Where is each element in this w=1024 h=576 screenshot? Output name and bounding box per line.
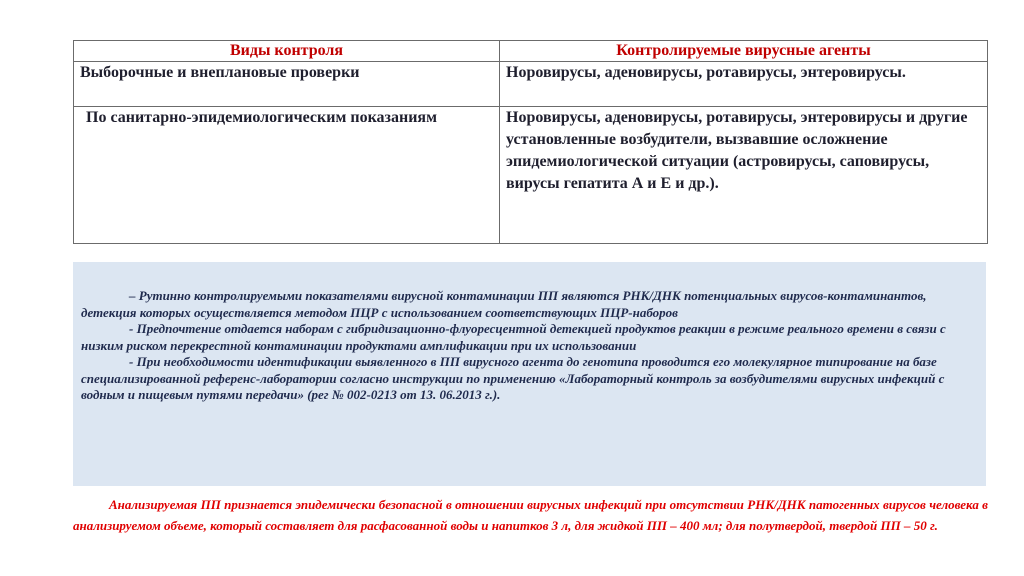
- table-row: [74, 62, 988, 107]
- info-paragraph-routine: – Рутинно контролируемыми показателями вирусной контаминации ПП являются РНК/ДНК потенциальных вирусов-контаминантов, детекция которых осуществляется методом ПЦР с использованием соответствующих ПЦР-наборов: [81, 288, 927, 320]
- safety-note: Анализируемая ПП признается эпидемически безопасной в отношении вирусных инфекций при отсутствии РНК/ДНК патогенных вирусов человека в анализируемом объеме, который составляет для расфасованной воды и напитков 3 л, для жидкой ПП – 400 мл; для полутвердой, твердой ПП – 50 г.: [73, 497, 988, 533]
- table-row: [74, 107, 988, 244]
- cell-virus-agents: Норовирусы, аденовирусы, ротавирусы, энтеровирусы и другие установленные возбудители, вызвавшие осложнение эпидемиологической ситуации (астровирусы, саповирусы, вирусы гепатита А и Е и др.).: [500, 107, 988, 244]
- cell-control-type: Выборочные и внеплановые проверки: [74, 62, 500, 107]
- header-virus-agents: Контролируемые вирусные агенты: [500, 41, 988, 62]
- info-paragraph-preference: - Предпочтение отдается наборам с гибридизационно-флуоресцентной детекцией продуктов реакции в режиме реального времени в связи с низким риском перекрестной контаминации продуктами амплификации при их использовании: [81, 321, 946, 353]
- cell-control-type: По санитарно-эпидемиологическим показаниям: [74, 107, 500, 244]
- header-control-types: Виды контроля: [74, 41, 500, 62]
- info-paragraph-genotyping: - При необходимости идентификации выявленного в ПП вирусного агента до генотипа проводится его молекулярное типирование на базе специализированной референс-лаборатории согласно инструкции по применению «Лабораторный контроль за возбудителями вирусных инфекций с водным и пищевым путями передачи» (рег № 002-0213 от 13. 06.2013 г.).: [81, 354, 945, 402]
- info-box: [73, 262, 986, 486]
- cell-virus-agents: Норовирусы, аденовирусы, ротавирусы, энтеровирусы.: [500, 62, 988, 107]
- table-header-row: [74, 41, 988, 62]
- control-table: [73, 40, 988, 244]
